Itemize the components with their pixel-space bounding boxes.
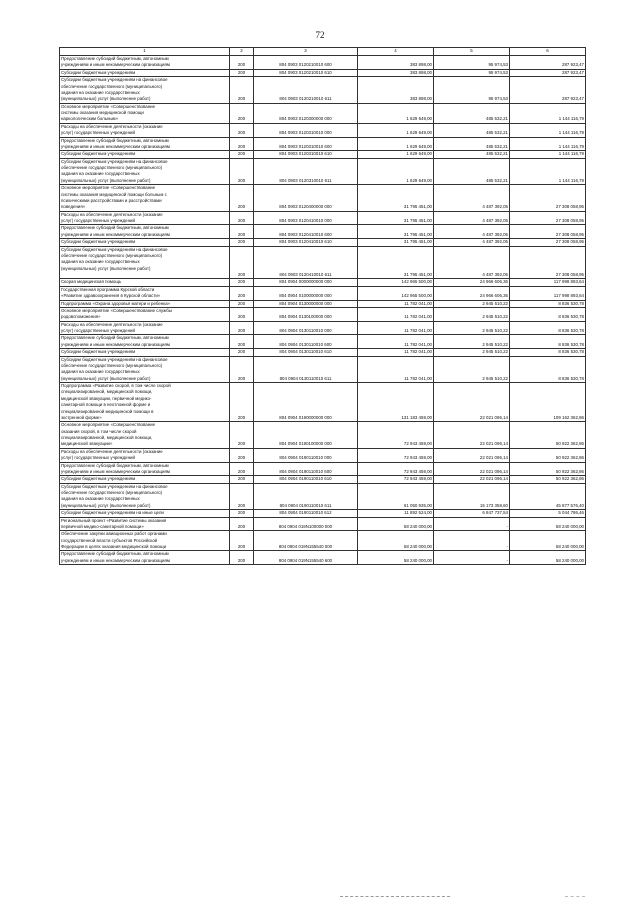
table-row [60,103,586,123]
table-body [60,56,586,565]
row-line-code-cell: 200 [230,158,254,185]
row-approved-amount-cell: 11 782 041,00 [358,356,434,383]
row-classification-code-cell: 804 0904 0190110010 000 [254,448,358,462]
row-unexecuted-amount-cell: 8 836 530,78 [510,349,586,356]
column-header-approved: 4 [358,48,434,56]
table-row [60,137,586,151]
row-executed-amount-cell: 2 945 510,22 [434,349,510,356]
row-classification-code-cell: 804 0904 019N100000 000 [254,517,358,531]
row-name-cell: Субсидии бюджетным учреждениям на финансовое обеспечение государственного (муниципального) задания на оказание государственных (муниципальных) услуг (выполнение работ) [60,77,230,104]
row-line-code-cell: 200 [230,151,254,158]
row-approved-amount-cell: 31 795 451,00 [358,185,434,212]
table-row [60,239,586,246]
row-name-cell: Субсидии бюджетным учреждениям на финансовое обеспечение государственного (муниципального) задания на оказание государственных (муниципальных) услуг (выполнение работ) [60,158,230,185]
table-row [60,383,586,422]
row-executed-amount-cell: 95 974,53 [434,69,510,76]
row-executed-amount-cell: 22 021 096,14 [434,462,510,476]
table-row [60,77,586,104]
row-unexecuted-amount-cell: 1 144 116,79 [510,158,586,185]
row-unexecuted-amount-cell: 27 308 058,95 [510,239,586,246]
row-classification-code-cell: 804 0903 0120210010 600 [254,56,358,70]
table-row [60,551,586,565]
row-name-cell: Обеспечение закупки авиационных работ органами государственной власти субъектов Российской Федерации в целях оказания медицинской помощи [60,531,230,551]
row-name-cell: Государственная программа Курской области «Развитие здравоохранения в Курской области» [60,286,230,300]
row-approved-amount-cell: 383 898,00 [358,56,434,70]
row-executed-amount-cell: 485 532,21 [434,158,510,185]
column-header-executed: 5 [434,48,510,56]
row-approved-amount-cell: 1 629 649,00 [358,103,434,123]
row-unexecuted-amount-cell: 1 144 116,79 [510,123,586,137]
row-approved-amount-cell: 11 782 041,00 [358,300,434,307]
row-unexecuted-amount-cell: 27 308 058,95 [510,211,586,225]
row-classification-code-cell: 804 0904 0190000000 000 [254,383,358,422]
row-line-code-cell: 200 [230,300,254,307]
row-unexecuted-amount-cell: 27 308 058,95 [510,225,586,239]
row-line-code-cell: 200 [230,286,254,300]
table-row [60,211,586,225]
row-name-cell: Субсидии бюджетным учреждениям на иные цели [60,510,230,517]
row-executed-amount-cell: 485 532,21 [434,123,510,137]
row-unexecuted-amount-cell: 50 922 362,86 [510,462,586,476]
row-approved-amount-cell: 11 782 041,00 [358,335,434,349]
row-name-cell: Предоставление субсидий бюджетным, автономным учреждениям и иным некоммерческим организациям [60,225,230,239]
row-approved-amount-cell: 1 629 649,00 [358,158,434,185]
row-classification-code-cell: 804 0903 0120410010 610 [254,239,358,246]
row-executed-amount-cell: 6 847 737,54 [434,510,510,517]
row-executed-amount-cell: 485 532,21 [434,137,510,151]
table-header-row [60,48,586,56]
row-unexecuted-amount-cell: 27 308 058,95 [510,185,586,212]
row-unexecuted-amount-cell: 8 836 530,78 [510,321,586,335]
row-unexecuted-amount-cell: 117 998 893,64 [510,286,586,300]
budget-execution-table [59,47,586,565]
row-executed-amount-cell: 2 945 510,22 [434,307,510,321]
row-name-cell: Подпрограмма «Охрана здоровья матери и ребенка» [60,300,230,307]
row-classification-code-cell: 804 0904 0130110010 600 [254,335,358,349]
row-unexecuted-amount-cell: 58 240 000,00 [510,517,586,531]
row-approved-amount-cell: 1 629 649,00 [358,123,434,137]
row-line-code-cell: 200 [230,239,254,246]
row-classification-code-cell: 804 0904 0130100000 000 [254,307,358,321]
row-executed-amount-cell: 4 487 392,05 [434,225,510,239]
row-name-cell: Субсидии бюджетным учреждениям [60,349,230,356]
table-row [60,56,586,70]
table-row [60,335,586,349]
table-row [60,307,586,321]
row-executed-amount-cell: 22 021 096,14 [434,422,510,449]
row-name-cell: Субсидии бюджетным учреждениям на финансовое обеспечение государственного (муниципального) задания на оказание государственных (муниципальных) услуг (выполнение работ) [60,483,230,510]
row-approved-amount-cell: 142 965 500,00 [358,279,434,286]
row-line-code-cell: 200 [230,211,254,225]
row-classification-code-cell: 804 0903 0120310010 600 [254,137,358,151]
row-name-cell: Предоставление субсидий бюджетным, автономным учреждениям и иным некоммерческим организациям [60,137,230,151]
scan-artifact [565,896,585,899]
row-unexecuted-amount-cell: 1 144 116,79 [510,151,586,158]
table-row [60,517,586,531]
row-unexecuted-amount-cell: 8 836 530,78 [510,300,586,307]
row-approved-amount-cell: 72 943 459,00 [358,422,434,449]
row-unexecuted-amount-cell: 287 923,47 [510,77,586,104]
row-executed-amount-cell: 4 487 392,05 [434,239,510,246]
row-approved-amount-cell: 72 943 459,00 [358,476,434,483]
row-line-code-cell: 200 [230,510,254,517]
row-classification-code-cell: 804 0903 0120210010 611 [254,77,358,104]
row-classification-code-cell: 804 0904 0130110010 611 [254,356,358,383]
row-unexecuted-amount-cell: 1 144 116,79 [510,103,586,123]
row-classification-code-cell: 804 0903 0120310010 611 [254,158,358,185]
row-unexecuted-amount-cell: 58 240 000,00 [510,551,586,565]
row-approved-amount-cell: 131 183 459,00 [358,383,434,422]
row-name-cell: Расходы на обеспечение деятельности (оказание услуг) государственных учреждений [60,211,230,225]
table-row [60,356,586,383]
row-approved-amount-cell: 58 240 000,00 [358,551,434,565]
row-executed-amount-cell: 22 021 096,14 [434,448,510,462]
row-line-code-cell: 200 [230,476,254,483]
row-unexecuted-amount-cell: 8 836 530,78 [510,335,586,349]
row-line-code-cell: 200 [230,185,254,212]
row-classification-code-cell: 804 0904 0190110010 600 [254,462,358,476]
row-classification-code-cell: 804 0903 0120300000 000 [254,103,358,123]
table-row [60,246,586,279]
row-classification-code-cell: 804 0904 0100000000 000 [254,286,358,300]
row-classification-code-cell: 804 0903 0120410010 611 [254,246,358,279]
row-line-code-cell: 200 [230,77,254,104]
row-line-code-cell: 200 [230,531,254,551]
row-line-code-cell: 200 [230,246,254,279]
row-name-cell: Региональный проект «Развитие системы оказания первичной медико-санитарной помощи» [60,517,230,531]
row-approved-amount-cell: 1 629 649,00 [358,137,434,151]
row-approved-amount-cell: 383 898,00 [358,77,434,104]
row-line-code-cell: 200 [230,137,254,151]
row-name-cell: Субсидии бюджетным учреждениям [60,476,230,483]
table-row [60,300,586,307]
row-line-code-cell: 200 [230,69,254,76]
row-classification-code-cell: 804 0904 0130110010 610 [254,349,358,356]
column-header-line-code: 2 [230,48,254,56]
row-unexecuted-amount-cell: 50 922 362,86 [510,422,586,449]
row-line-code-cell: 200 [230,483,254,510]
row-executed-amount-cell: 4 487 392,05 [434,211,510,225]
row-approved-amount-cell: 142 965 500,00 [358,286,434,300]
row-unexecuted-amount-cell: 50 922 362,86 [510,448,586,462]
row-line-code-cell: 200 [230,56,254,70]
row-executed-amount-cell: 95 974,53 [434,77,510,104]
row-unexecuted-amount-cell: 287 923,47 [510,56,586,70]
row-executed-amount-cell: 2 945 510,22 [434,321,510,335]
row-executed-amount-cell: 2 945 510,22 [434,335,510,349]
row-executed-amount-cell: 4 487 392,05 [434,246,510,279]
row-classification-code-cell: 804 0904 0190110010 611 [254,483,358,510]
row-line-code-cell: 200 [230,307,254,321]
row-unexecuted-amount-cell: 1 144 116,79 [510,137,586,151]
row-approved-amount-cell: 61 050 935,00 [358,483,434,510]
row-name-cell: Предоставление субсидий бюджетным, автономным учреждениям и иным некоммерческим организациям [60,551,230,565]
row-executed-amount-cell: 22 021 096,14 [434,476,510,483]
row-name-cell: Субсидии бюджетным учреждениям на финансовое обеспечение государственного (муниципального) задания на оказание государственных (муниципальных) услуг (выполнение работ) [60,246,230,279]
table-row [60,483,586,510]
row-unexecuted-amount-cell: 109 162 362,86 [510,383,586,422]
table-row [60,185,586,212]
row-line-code-cell: 200 [230,462,254,476]
row-unexecuted-amount-cell: 117 998 893,64 [510,279,586,286]
row-classification-code-cell: 804 0903 0120410010 600 [254,225,358,239]
row-line-code-cell: 200 [230,422,254,449]
table-row [60,510,586,517]
table-row [60,476,586,483]
row-unexecuted-amount-cell: 45 877 576,40 [510,483,586,510]
row-name-cell: Основное мероприятие «Совершенствование службы родовспоможения» [60,307,230,321]
row-name-cell: Субсидии бюджетным учреждениям на финансовое обеспечение государственного (муниципального) задания на оказание государственных (муниципальных) услуг (выполнение работ) [60,356,230,383]
row-name-cell: Расходы на обеспечение деятельности (оказание услуг) государственных учреждений [60,321,230,335]
row-unexecuted-amount-cell: 8 836 530,78 [510,307,586,321]
row-line-code-cell: 200 [230,335,254,349]
table-row [60,286,586,300]
table-row [60,531,586,551]
row-unexecuted-amount-cell: 50 922 362,86 [510,476,586,483]
row-name-cell: Субсидии бюджетным учреждениям [60,69,230,76]
row-classification-code-cell: 804 0904 0190100000 000 [254,422,358,449]
row-classification-code-cell: 804 0904 019N155540 600 [254,551,358,565]
row-executed-amount-cell: 2 945 510,22 [434,356,510,383]
row-approved-amount-cell: 1 629 649,00 [358,151,434,158]
row-classification-code-cell: 804 0903 0120310010 610 [254,151,358,158]
row-executed-amount-cell: 4 487 392,05 [434,185,510,212]
table-row [60,279,586,286]
row-approved-amount-cell: 31 795 451,00 [358,225,434,239]
table-row [60,422,586,449]
row-executed-amount-cell: 485 532,21 [434,103,510,123]
row-name-cell: Предоставление субсидий бюджетным, автономным учреждениям и иным некоммерческим организациям [60,462,230,476]
row-classification-code-cell: 804 0904 0190110010 612 [254,510,358,517]
row-line-code-cell: 200 [230,349,254,356]
row-executed-amount-cell: 24 966 606,36 [434,286,510,300]
row-approved-amount-cell: 58 240 000,00 [358,517,434,531]
row-executed-amount-cell: 485 532,21 [434,151,510,158]
row-executed-amount-cell: 22 021 096,14 [434,383,510,422]
row-approved-amount-cell: 11 782 041,00 [358,349,434,356]
row-executed-amount-cell: - [434,517,510,531]
row-line-code-cell: 200 [230,225,254,239]
column-header-name: 1 [60,48,230,56]
row-line-code-cell: 200 [230,517,254,531]
row-classification-code-cell: 804 0904 0000000000 000 [254,279,358,286]
row-unexecuted-amount-cell: 58 240 000,00 [510,531,586,551]
row-name-cell: Предоставление субсидий бюджетным, автономным учреждениям и иным некоммерческим организациям [60,56,230,70]
row-name-cell: Скорая медицинская помощь [60,279,230,286]
row-line-code-cell: 200 [230,356,254,383]
table-row [60,225,586,239]
row-executed-amount-cell: 24 966 606,36 [434,279,510,286]
row-name-cell: Предоставление субсидий бюджетным, автономным учреждениям и иным некоммерческим организациям [60,335,230,349]
scan-artifact [340,896,450,899]
table-row [60,321,586,335]
table-row [60,349,586,356]
row-classification-code-cell: 804 0903 0120310010 000 [254,123,358,137]
table-row [60,448,586,462]
row-classification-code-cell: 804 0904 019N155540 000 [254,531,358,551]
table-row [60,462,586,476]
row-executed-amount-cell: 15 173 358,60 [434,483,510,510]
row-name-cell: Основное мероприятие «Совершенствование системы оказания медицинской помощи наркологическим больным» [60,103,230,123]
row-classification-code-cell: 804 0903 0120410010 000 [254,211,358,225]
column-header-unexecuted: 6 [510,48,586,56]
row-name-cell: Расходы на обеспечение деятельности (оказание услуг) государственных учреждений [60,448,230,462]
row-approved-amount-cell: 11 782 041,00 [358,321,434,335]
row-name-cell: Субсидии бюджетным учреждениям [60,239,230,246]
row-line-code-cell: 200 [230,123,254,137]
row-approved-amount-cell: 72 943 459,00 [358,448,434,462]
row-unexecuted-amount-cell: 5 044 786,46 [510,510,586,517]
row-executed-amount-cell: 2 945 510,22 [434,300,510,307]
row-line-code-cell: 200 [230,383,254,422]
row-unexecuted-amount-cell: 287 923,47 [510,69,586,76]
row-classification-code-cell: 804 0903 0120400000 000 [254,185,358,212]
row-line-code-cell: 200 [230,103,254,123]
row-approved-amount-cell: 58 240 000,00 [358,531,434,551]
row-approved-amount-cell: 31 795 451,00 [358,211,434,225]
row-approved-amount-cell: 11 892 524,00 [358,510,434,517]
row-line-code-cell: 200 [230,551,254,565]
table-row [60,151,586,158]
row-approved-amount-cell: 11 782 041,00 [358,307,434,321]
row-executed-amount-cell: - [434,531,510,551]
row-name-cell: Основное мероприятие «Совершенствование оказания скорой, в том числе скорой специализированной, медицинской помощи, медицинской эвакуации» [60,422,230,449]
row-unexecuted-amount-cell: 8 836 530,78 [510,356,586,383]
row-approved-amount-cell: 72 943 459,00 [358,462,434,476]
table-row [60,123,586,137]
column-header-classification-code: 3 [254,48,358,56]
row-unexecuted-amount-cell: 27 308 058,95 [510,246,586,279]
row-line-code-cell: 200 [230,279,254,286]
row-approved-amount-cell: 31 795 451,00 [358,239,434,246]
row-executed-amount-cell: - [434,551,510,565]
row-executed-amount-cell: 95 974,53 [434,56,510,70]
row-name-cell: Основное мероприятие «Совершенствование системы оказания медицинской помощи больным с психическими расстройствами и расстройствами поведения» [60,185,230,212]
row-classification-code-cell: 804 0904 0130110010 000 [254,321,358,335]
row-line-code-cell: 200 [230,321,254,335]
row-approved-amount-cell: 383 898,00 [358,69,434,76]
page-number: 72 [315,30,325,40]
row-classification-code-cell: 804 0904 0190110010 610 [254,476,358,483]
row-line-code-cell: 200 [230,448,254,462]
table-row [60,69,586,76]
row-classification-code-cell: 804 0904 0130000000 000 [254,300,358,307]
row-classification-code-cell: 804 0903 0120210010 610 [254,69,358,76]
row-name-cell: Расходы на обеспечение деятельности (оказание услуг) государственных учреждений [60,123,230,137]
table-row [60,158,586,185]
row-approved-amount-cell: 31 795 451,00 [358,246,434,279]
row-name-cell: Субсидии бюджетным учреждениям [60,151,230,158]
row-name-cell: Подпрограмма «Развитие скорой, в том числе скорой специализированной, медицинской помощи, медицинской эвакуации, первичной медико- санитарной помощи в неотложной форме и специализированной медицинской помощи в экстренной форме» [60,383,230,422]
